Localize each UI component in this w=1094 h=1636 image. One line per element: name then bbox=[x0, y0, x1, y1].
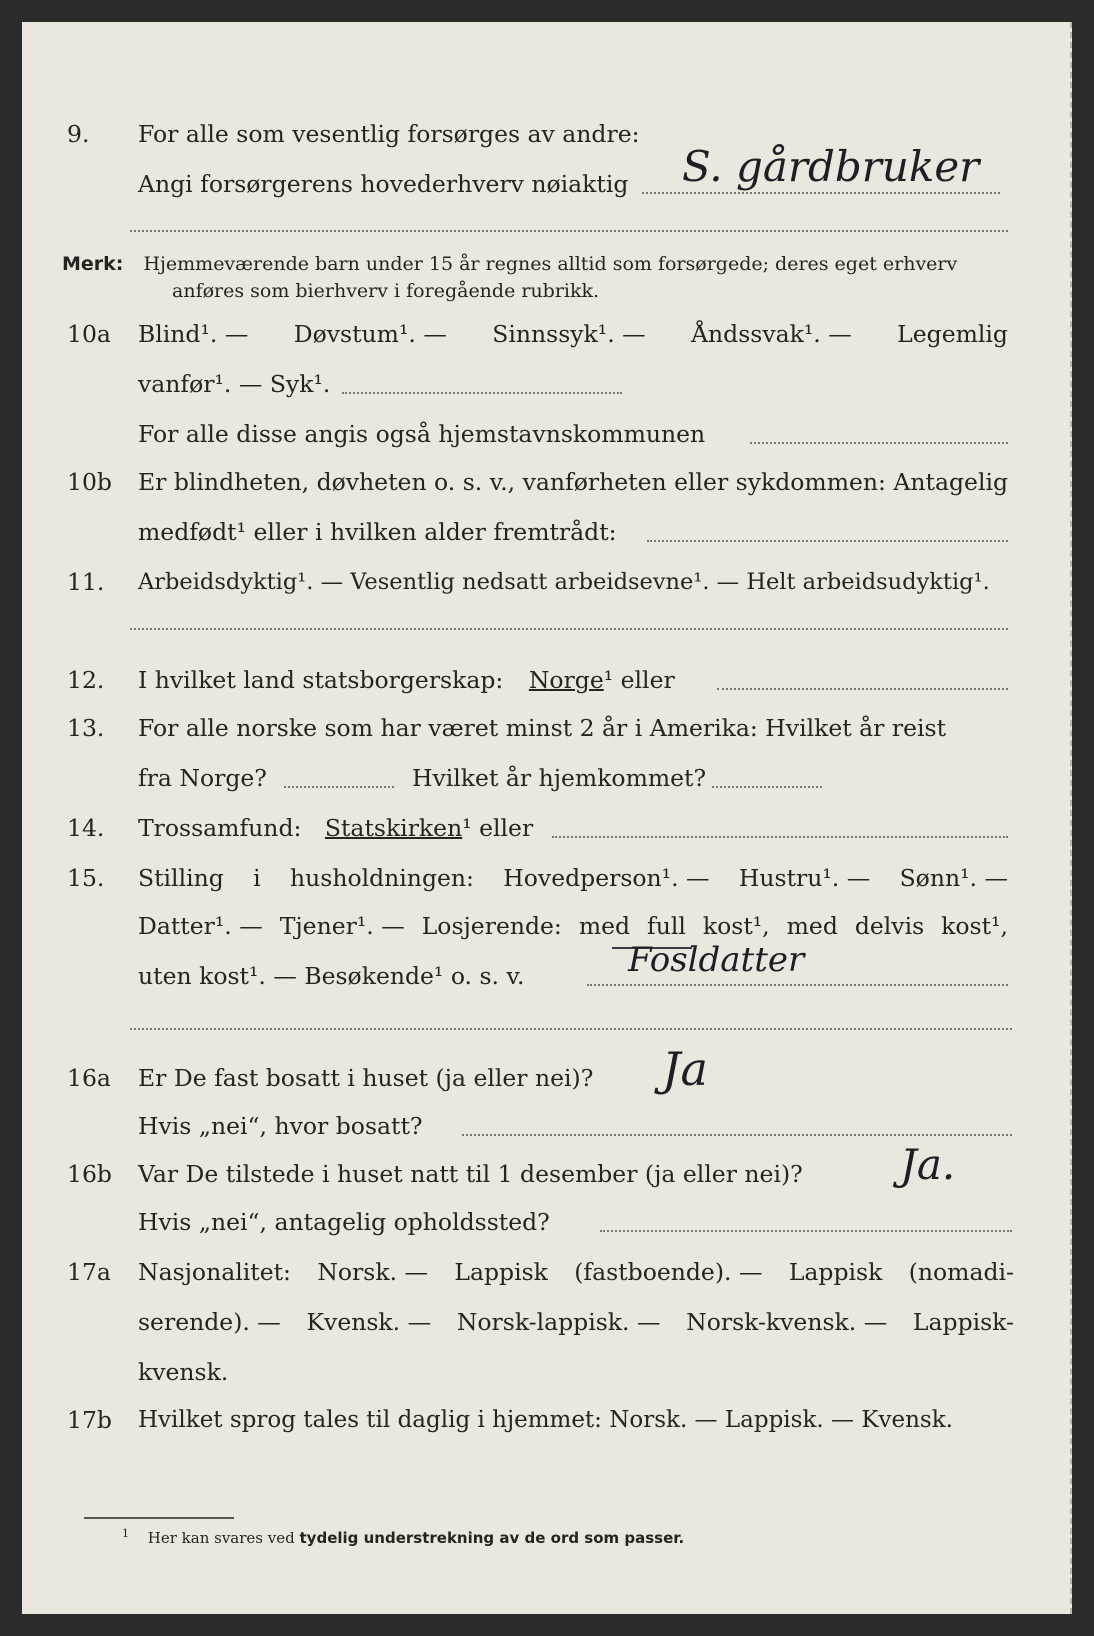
q15-line3 bbox=[22, 956, 1070, 996]
q10a-opt-sinnssyk: Sinnssyk¹. — bbox=[492, 320, 646, 348]
q17a-opt-lappisk: Lappisk- bbox=[912, 1308, 1014, 1336]
q10a-line2 bbox=[22, 364, 1070, 404]
footnote-text-b: tydelig understrekning av de ord som passer. bbox=[299, 1529, 685, 1547]
merk-text2: anføres som bierhverv i foregående rubrikk. bbox=[172, 280, 600, 302]
q16b-number: 16b bbox=[67, 1160, 112, 1188]
q12-text-a: I hvilket land statsborgerskap: bbox=[138, 666, 504, 694]
q14-underlined-statskirken: Statskirken bbox=[324, 814, 463, 842]
q15-opt-hovedperson: Hovedperson¹. — bbox=[503, 864, 710, 892]
q10b-dotline bbox=[647, 540, 1008, 542]
q12-number: 12. bbox=[67, 666, 105, 694]
q15-line1 bbox=[22, 858, 1070, 898]
q15-number: 15. bbox=[67, 864, 105, 892]
q16b-line2 bbox=[22, 1202, 1070, 1242]
q15-text3: uten kost¹. — Besøkende¹ o. s. v. bbox=[138, 962, 525, 990]
q10b-line1 bbox=[22, 462, 1070, 502]
q10a-opt-andssvak: Åndssvak¹. — bbox=[691, 320, 852, 348]
q12-underlined-norge: Norge bbox=[528, 666, 604, 694]
q14-text-b: ¹ eller bbox=[462, 814, 534, 842]
q16a-dotline bbox=[462, 1134, 1012, 1136]
q11-text1: Arbeidsdyktig¹. — Vesentlig nedsatt arbeidsevne¹. — Helt arbeidsudyktig¹. bbox=[138, 569, 990, 595]
q15-word-med: med bbox=[578, 912, 631, 940]
q13-line1 bbox=[22, 708, 1070, 748]
q10a-opt-blind: Blind¹. — bbox=[138, 320, 249, 348]
q9-answer-dotline bbox=[642, 192, 1000, 194]
q17a-line2 bbox=[22, 1302, 1070, 1342]
q9-handwritten-answer: S. gårdbruker bbox=[682, 142, 980, 191]
q13-number: 13. bbox=[67, 714, 105, 742]
q14-dotline bbox=[552, 836, 1008, 838]
q17b-line1 bbox=[22, 1400, 1070, 1440]
q17a-text3: kvensk. bbox=[138, 1358, 229, 1386]
q17a-opt-kvensk: Kvensk. — bbox=[306, 1308, 432, 1336]
q15-opt-tjener: Tjener¹. — bbox=[279, 912, 405, 940]
q15-word-stilling: Stilling bbox=[138, 864, 224, 892]
q13-text2a: fra Norge? bbox=[138, 764, 267, 792]
q17a-number: 17a bbox=[67, 1258, 111, 1286]
q10b-number: 10b bbox=[67, 468, 112, 496]
q14-line1 bbox=[22, 808, 1070, 848]
q10a-text3: For alle disse angis også hjemstavnskommunen bbox=[138, 420, 706, 448]
q16a-text2: Hvis „nei“, hvor bosatt? bbox=[138, 1112, 423, 1140]
q17a-opt-serende: serende). — bbox=[138, 1308, 281, 1336]
q15-word-kost: kost¹, bbox=[702, 912, 770, 940]
q11-line1 bbox=[22, 562, 1070, 602]
q13-dotline2 bbox=[712, 786, 822, 788]
q17a-opt-norsk-lappisk: Norsk-lappisk. — bbox=[456, 1308, 661, 1336]
q15-word-losjerende: Losjerende: bbox=[421, 912, 562, 940]
q12-text-b: ¹ eller bbox=[603, 666, 675, 694]
q15-opt-hustru: Hustru¹. — bbox=[738, 864, 871, 892]
q15-word-kost-2: kost¹, bbox=[941, 912, 1008, 940]
q10a-number: 10a bbox=[67, 320, 111, 348]
q16a-line1 bbox=[22, 1058, 1070, 1098]
footnote-rule bbox=[84, 1517, 234, 1519]
q16b-text1: Var De tilstede i huset natt til 1 desember (ja eller nei)? bbox=[138, 1160, 803, 1188]
q17a-line1 bbox=[22, 1252, 1070, 1292]
merk-text1: Hjemmeværende barn under 15 år regnes alltid som forsørgede; deres eget erhverv bbox=[143, 253, 958, 275]
q12-text bbox=[138, 660, 675, 700]
q13-line2 bbox=[22, 758, 1070, 798]
q17a-line3 bbox=[22, 1352, 1070, 1392]
q14-text-a: Trossamfund: bbox=[138, 814, 302, 842]
q9-text2: Angi forsørgerens hovederhverv nøiaktig bbox=[138, 170, 629, 198]
q15-line2 bbox=[22, 906, 1070, 946]
q15-word-full: full bbox=[647, 912, 686, 940]
q16a-text1: Er De fast bosatt i huset (ja eller nei)? bbox=[138, 1064, 594, 1092]
q17b-text1: Hvilket sprog tales til daglig i hjemmet: Norsk. — Lappisk. — Kvensk. bbox=[138, 1407, 953, 1433]
q10a-dotline2 bbox=[750, 442, 1008, 444]
q9-number: 9. bbox=[67, 120, 90, 148]
q17a-word-lappisk: Lappisk bbox=[454, 1258, 548, 1286]
q10b-text1: Er blindheten, døvheten o. s. v., vanførheten eller sykdommen: Antagelig bbox=[138, 468, 1009, 496]
merk-note bbox=[62, 250, 957, 278]
q17a-word-nasjonalitet: Nasjonalitet: bbox=[138, 1258, 291, 1286]
q17a-word-lappisk-2: Lappisk bbox=[788, 1258, 883, 1286]
q10a-opt-dovstum: Døvstum¹. — bbox=[293, 320, 447, 348]
q11-dotline bbox=[130, 628, 1008, 630]
q13-text2b: Hvilket år hjemkommet? bbox=[412, 764, 707, 792]
q10b-text2: medfødt¹ eller i hvilken alder fremtrådt: bbox=[138, 518, 617, 546]
q16b-text2: Hvis „nei“, antagelig opholdssted? bbox=[138, 1208, 550, 1236]
q15-options2 bbox=[138, 906, 1008, 946]
q17b-number: 17b bbox=[67, 1406, 112, 1434]
q12-dotline bbox=[717, 688, 1008, 690]
q17a-opt-fastboende: (fastboende). — bbox=[574, 1258, 763, 1286]
q16a-handwritten-answer: Ja bbox=[662, 1042, 708, 1096]
q10a-options bbox=[138, 314, 1008, 354]
q15-options1 bbox=[138, 858, 1008, 898]
merk-label: Merk: bbox=[62, 253, 124, 275]
q16b-handwritten-answer: Ja. bbox=[900, 1140, 956, 1189]
q15-word-i: i bbox=[253, 864, 261, 892]
q10a-line3 bbox=[22, 414, 1070, 454]
q15-opt-datter: Datter¹. — bbox=[138, 912, 263, 940]
q15-extra-dotline bbox=[130, 1028, 1012, 1030]
footnote bbox=[122, 1524, 684, 1548]
q16b-dotline bbox=[600, 1230, 1012, 1232]
footnote-text-a: Her kan svares ved bbox=[147, 1529, 295, 1547]
census-form-page bbox=[22, 22, 1072, 1614]
q15-opt-sonn: Sønn¹. — bbox=[899, 864, 1008, 892]
q10a-line1 bbox=[22, 314, 1070, 354]
q17a-options2 bbox=[138, 1302, 1014, 1342]
q10a-dotline1 bbox=[342, 392, 622, 394]
q17a-opt-norsk-kvensk: Norsk-kvensk. — bbox=[686, 1308, 888, 1336]
footnote-mark: 1 bbox=[122, 1527, 129, 1540]
q17a-opt-norsk: Norsk. — bbox=[317, 1258, 429, 1286]
q17a-options1 bbox=[138, 1252, 1014, 1292]
q14-number: 14. bbox=[67, 814, 105, 842]
q15-word-husholdningen: husholdningen: bbox=[289, 864, 474, 892]
q9-text1: For alle som vesentlig forsørges av andre: bbox=[138, 120, 640, 148]
q15-dotline bbox=[587, 984, 1008, 986]
q15-word-med-2: med bbox=[786, 912, 838, 940]
q15-word-delvis: delvis bbox=[854, 912, 925, 940]
q11-number: 11. bbox=[67, 568, 105, 596]
q10a-opt-legemlig: Legemlig bbox=[897, 320, 1008, 348]
q10b-line2 bbox=[22, 512, 1070, 552]
q10a-text2: vanfør¹. — Syk¹. bbox=[138, 370, 331, 398]
q14-text bbox=[138, 808, 533, 848]
q12-line1 bbox=[22, 660, 1070, 700]
q16a-number: 16a bbox=[67, 1064, 111, 1092]
q9-extra-dotline bbox=[130, 230, 1008, 232]
q17a-opt-nomadi: (nomadi- bbox=[908, 1258, 1014, 1286]
q13-dotline1 bbox=[284, 786, 394, 788]
q15-handwritten-answer: Fosldatter bbox=[628, 940, 805, 980]
q13-text1: For alle norske som har været minst 2 år i Amerika: Hvilket år reist bbox=[138, 714, 947, 742]
